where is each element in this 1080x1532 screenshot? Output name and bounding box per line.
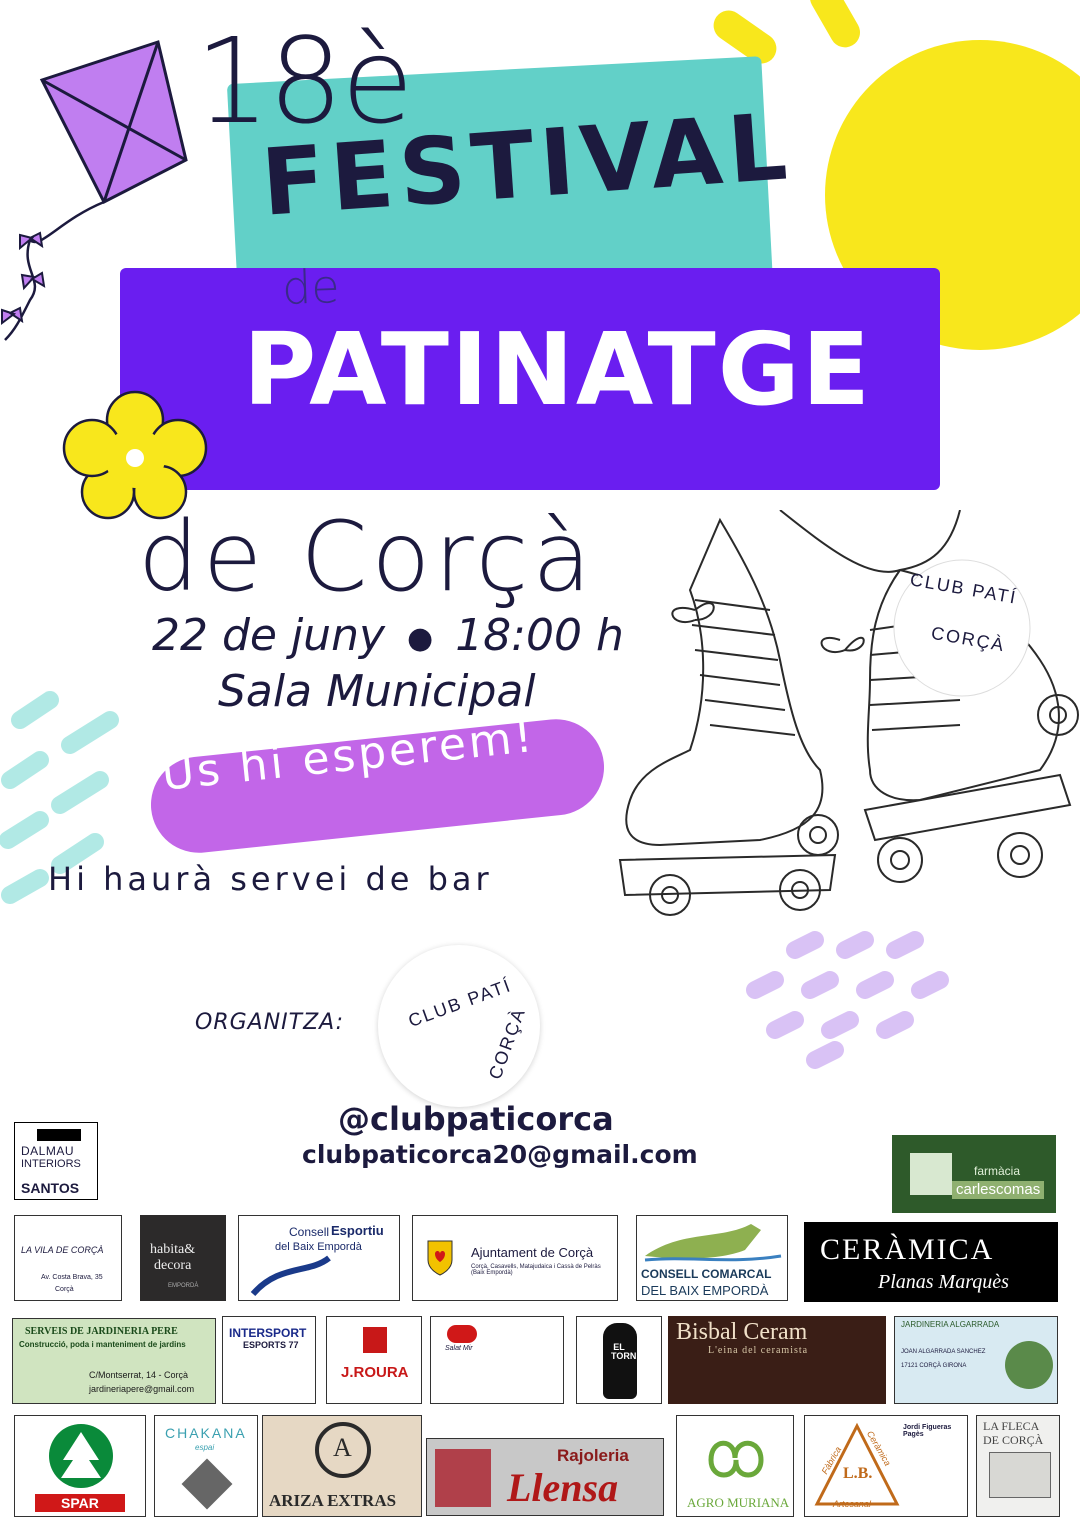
contact-email[interactable]: clubpaticorca20@gmail.com (302, 1140, 698, 1169)
algarrada-line2: JOAN ALGARRADA SANCHEZ (901, 1349, 986, 1355)
ceramica-line1: CERÀMICA (820, 1233, 995, 1266)
sponsor-algarrada (894, 1316, 1058, 1404)
event-time: 18:00 h (455, 610, 624, 661)
pere-line4: jardineriapere@gmail.com (89, 1384, 195, 1394)
sponsor-la-fleca (976, 1415, 1060, 1517)
algarrada-tree-icon (1005, 1341, 1053, 1389)
consell-esportiu-line2: Esportiu (331, 1223, 384, 1238)
fleca-line2: DE CORÇÀ (983, 1433, 1044, 1447)
organizer-label: ORGANITZA: (195, 1010, 345, 1035)
agro-muriana-leaf-icon (703, 1430, 769, 1486)
sponsor-rajoleria (426, 1438, 664, 1516)
consell-esportiu-swoosh-icon (249, 1254, 389, 1298)
title-festival: FESTIVAL (258, 93, 797, 237)
consell-comarcal-line1: CONSELL COMARCAL (641, 1267, 772, 1281)
bisbal-line1: Bisbal Ceram (676, 1319, 808, 1345)
organizer-logo-line2: CORÇÀ (484, 1004, 530, 1082)
sponsor-bisbal-ceram (668, 1316, 886, 1404)
consell-comarcal-line2: DEL BAIX EMPORDÀ (641, 1283, 769, 1298)
ajuntament-sub: Corçà, Casavells, Matajudaica i Cassà de Pelràs (Baix Empordà) (471, 1264, 601, 1277)
lb-line3: Ceràmica (864, 1429, 893, 1468)
farmacia-line1: farmàcia (974, 1164, 1021, 1178)
sponsor-salat-mir (430, 1316, 564, 1404)
consell-comarcal-landscape-icon (641, 1220, 785, 1266)
chakana-line2: espai (195, 1443, 215, 1452)
sponsor-habita-decora (140, 1215, 226, 1301)
consell-esportiu-line3: del Baix Empordà (275, 1241, 362, 1253)
event-date-time (152, 612, 624, 660)
sponsor-la-vila (14, 1215, 122, 1301)
tagline-text: Us hi esperem! (159, 710, 538, 801)
sponsor-lb-ceramica (804, 1415, 968, 1517)
sponsor-jardineria-pere (12, 1318, 216, 1404)
sponsor-farmacia (892, 1135, 1056, 1213)
la-vila-address: Av. Costa Brava, 35 (41, 1274, 103, 1281)
sponsor-consell-comarcal (636, 1215, 788, 1301)
skate-logo-line1: CLUB PATÍ (908, 569, 1019, 608)
la-vila-town: Corçà (55, 1286, 74, 1293)
sponsor-ariza (262, 1415, 422, 1517)
sponsor-el-torn (576, 1316, 662, 1404)
edition-number: 18è (195, 12, 412, 150)
chakana-line1: CHAKANA (165, 1425, 247, 1441)
jroura-name: J.ROURA (341, 1364, 409, 1381)
farmacia-cross-icon (910, 1153, 952, 1195)
ariza-letter-a: A (333, 1433, 352, 1462)
roller-skates-illustration (600, 510, 1080, 920)
fleca-line1: LA FLECA (983, 1419, 1040, 1433)
rajoleria-line2: Llensa (507, 1465, 619, 1510)
pere-line1: SERVEIS DE JARDINERIA PERE (25, 1326, 178, 1337)
habita-line1: habita& (150, 1242, 196, 1257)
algarrada-line3: 17121 CORÇÀ GIRONA (901, 1363, 967, 1369)
skate-logo-line2: CORÇÀ (929, 622, 1007, 656)
lb-line5: Jordi Figueras Pagès (903, 1424, 952, 1439)
sponsor-chakana (154, 1415, 258, 1517)
lb-line4: Artesanal (833, 1499, 872, 1509)
jroura-logo-mark (363, 1327, 387, 1353)
ajuntament-shield-icon (427, 1240, 453, 1276)
ajuntament-name: Ajuntament de Corçà (471, 1245, 594, 1260)
habita-line2: decora (154, 1258, 192, 1273)
event-separator: ● (407, 620, 434, 656)
organizer-logo (378, 945, 540, 1107)
spar-tree-icon (47, 1422, 115, 1492)
organizer-logo-line1: CLUB PATÍ (405, 975, 515, 1031)
event-date: 22 de juny (152, 610, 385, 661)
decorative-dashes-lilac (735, 930, 975, 1070)
sponsor-spar (14, 1415, 146, 1517)
spar-name: SPAR (61, 1495, 99, 1511)
salat-mir-name: Salat Mir (445, 1345, 473, 1352)
rajoleria-tile-icon (435, 1449, 491, 1507)
sponsor-ajuntament (412, 1215, 618, 1301)
rajoleria-line1: Rajoleria (557, 1446, 629, 1465)
title-de: de (281, 259, 341, 315)
habita-line3: EMPORDÀ (168, 1283, 199, 1289)
fleca-building-icon (989, 1452, 1051, 1498)
dalmau-line1: DALMAU (21, 1144, 75, 1158)
title-de-corca: de Corçà (138, 501, 596, 613)
el-torn-name: EL TORN (611, 1342, 637, 1362)
bar-service-note: Hi haurà servei de bar (48, 860, 493, 898)
pere-line3: C/Montserrat, 14 - Corçà (89, 1370, 189, 1380)
sponsor-dalmau (14, 1122, 98, 1200)
sponsor-agro-muriana (676, 1415, 794, 1517)
algarrada-line1: JARDINERIA ALGARRADA (901, 1320, 1000, 1329)
ceramica-line2: Planas Marquès (878, 1271, 1009, 1293)
lb-line1: L.B. (843, 1465, 873, 1482)
dalmau-line3: SANTOS (21, 1180, 80, 1196)
ariza-name: ARIZA EXTRAS (269, 1491, 397, 1510)
dalmau-line2: INTERIORS (21, 1158, 81, 1170)
lb-line2: Fàbrica (819, 1444, 844, 1476)
consell-esportiu-line1: Consell (289, 1225, 330, 1239)
farmacia-line2: carlescomas (952, 1181, 1044, 1199)
chakana-cross-icon (182, 1459, 233, 1510)
sponsor-consell-esportiu (238, 1215, 400, 1301)
sponsor-jroura (326, 1316, 422, 1404)
intersport-line2: ESPORTS 77 (243, 1340, 299, 1350)
intersport-line1: INTERSPORT (229, 1326, 307, 1340)
title-patinatge: PATINATGE (243, 311, 873, 428)
la-vila-name: LA VILA DE CORÇÀ (21, 1245, 104, 1255)
agro-muriana-name: AGRO MURIANA (687, 1495, 790, 1510)
sponsor-ceramica (804, 1222, 1058, 1302)
sponsor-intersport (222, 1316, 316, 1404)
instagram-handle[interactable]: @clubpaticorca (338, 1100, 614, 1138)
event-venue: Sala Municipal (218, 666, 536, 717)
salat-mir-logo-mark (447, 1325, 477, 1343)
dalmau-logo-mark (37, 1129, 81, 1141)
bisbal-line2: L'eina del ceramista (708, 1345, 809, 1356)
pere-line2: Construcció, poda i manteniment de jardins (19, 1340, 186, 1349)
